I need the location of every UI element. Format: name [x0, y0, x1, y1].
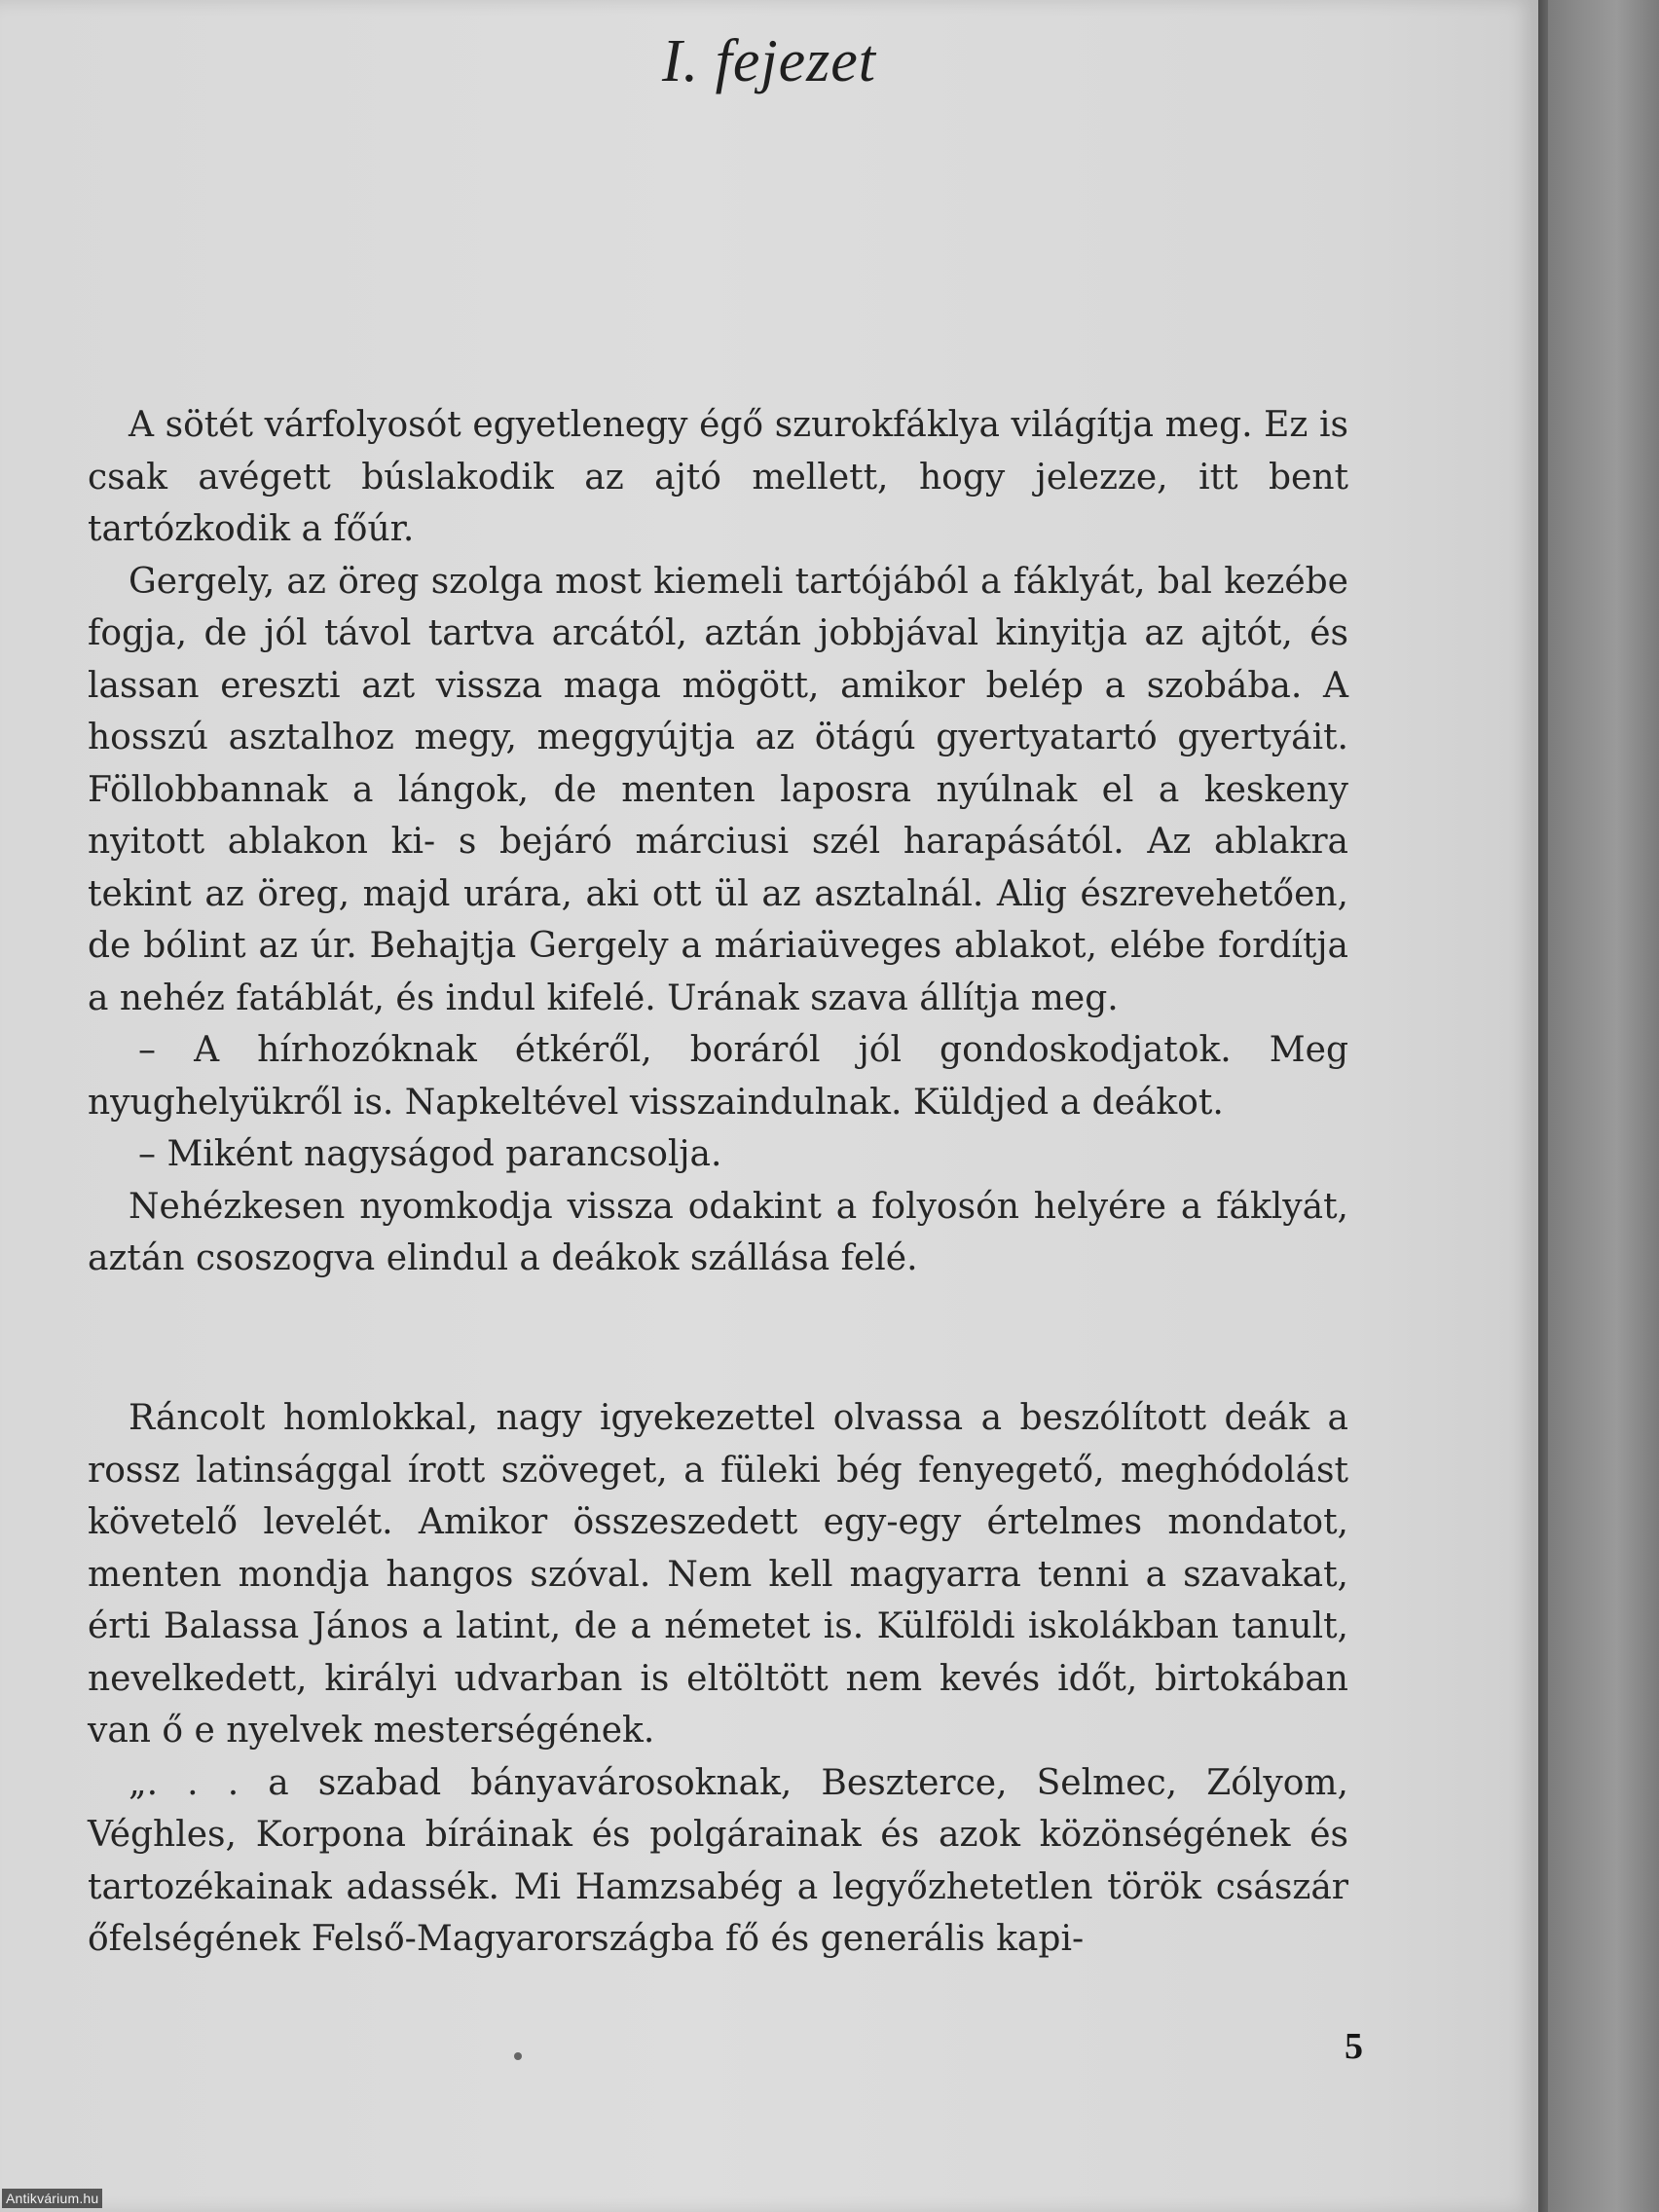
text-block-2 [88, 1392, 1348, 1966]
paragraph-2-2: „. . . a szabad bányavárosoknak, Beszterce, Selmec, Zólyom, Véghles, Korpona bíráinak és polgárainak és azok közönségének és tartozékainak adassék. Mi Hamzsabég a legyőzhetetlen török császár őfelségének Felső-Magyarországba fő és generális kapi- [88, 1762, 1348, 1959]
background-edge [1538, 0, 1659, 2212]
watermark: Antikvárium.hu [2, 2189, 102, 2208]
paragraph-1-1: A sötét várfolyosót egyetlenegy égő szurokfáklya világítja meg. Ez is csak avégett búslakodik az ajtó mellett, hogy jelezze, itt bent tartózkodik a főúr. [88, 405, 1348, 549]
page-mark-dot [514, 2052, 522, 2060]
paragraph-1-5: Nehézkesen nyomkodja vissza odakint a folyosón helyére a fáklyát, aztán csoszogva elindul a deákok szállása felé. [88, 1186, 1348, 1278]
paragraph-2-1: Ráncolt homlokkal, nagy igyekezettel olvassa a beszólított deák a rossz latinsággal írott szöveget, a füleki bég fenyegető, meghódolást követelő levelét. Amikor összeszedett egy-egy értelmes mondatot, menten mondja hangos szóval. Nem kell magyarra tenni a szavakat, érti Balassa János a latint, de a németet is. Külföldi iskolákban tanult, nevelkedett, királyi udvarban is eltöltött nem kevés időt, birtokában van ő e nyelvek mesterségének. [88, 1398, 1348, 1751]
chapter-title: I. fejezet [661, 28, 876, 94]
page-edge-shadow [1538, 0, 1548, 2212]
page-number: 5 [1345, 2026, 1363, 2067]
paragraph-1-2: Gergely, az öreg szolga most kiemeli tartójából a fáklyát, bal kezébe fogja, de jól távol tartva arcától, aztán jobbjával kinyitja az ajtót, és lassan ereszti azt vissza maga mögött, amikor belép a szobába. A hosszú asztalhoz megy, meggyújtja az ötágú gyertyatartó gyertyáit. Föllobbannak a lángok, de menten laposra nyúlnak el a keskeny nyitott ablakon ki- s bejáró márciusi szél harapásától. Az ablakra tekint az öreg, majd urára, aki ott ül az asztalnál. Alig észrevehetően, de bólint az úr. Behajtja Gergely a máriaüveges ablakot, elébe fordítja a nehéz fatáblát, és indul kifelé. Urának szava állítja meg. [88, 561, 1348, 1018]
dialogue-line-2: – Miként nagyságod parancsolja. [138, 1134, 722, 1174]
dialogue-line-1: – A hírhozóknak étkéről, boráról jól gondoskodjatok. Meg nyughelyükről is. Napkeltével visszaindulnak. Küldjed a deákot. [88, 1030, 1348, 1123]
text-block-1 [88, 399, 1348, 1285]
